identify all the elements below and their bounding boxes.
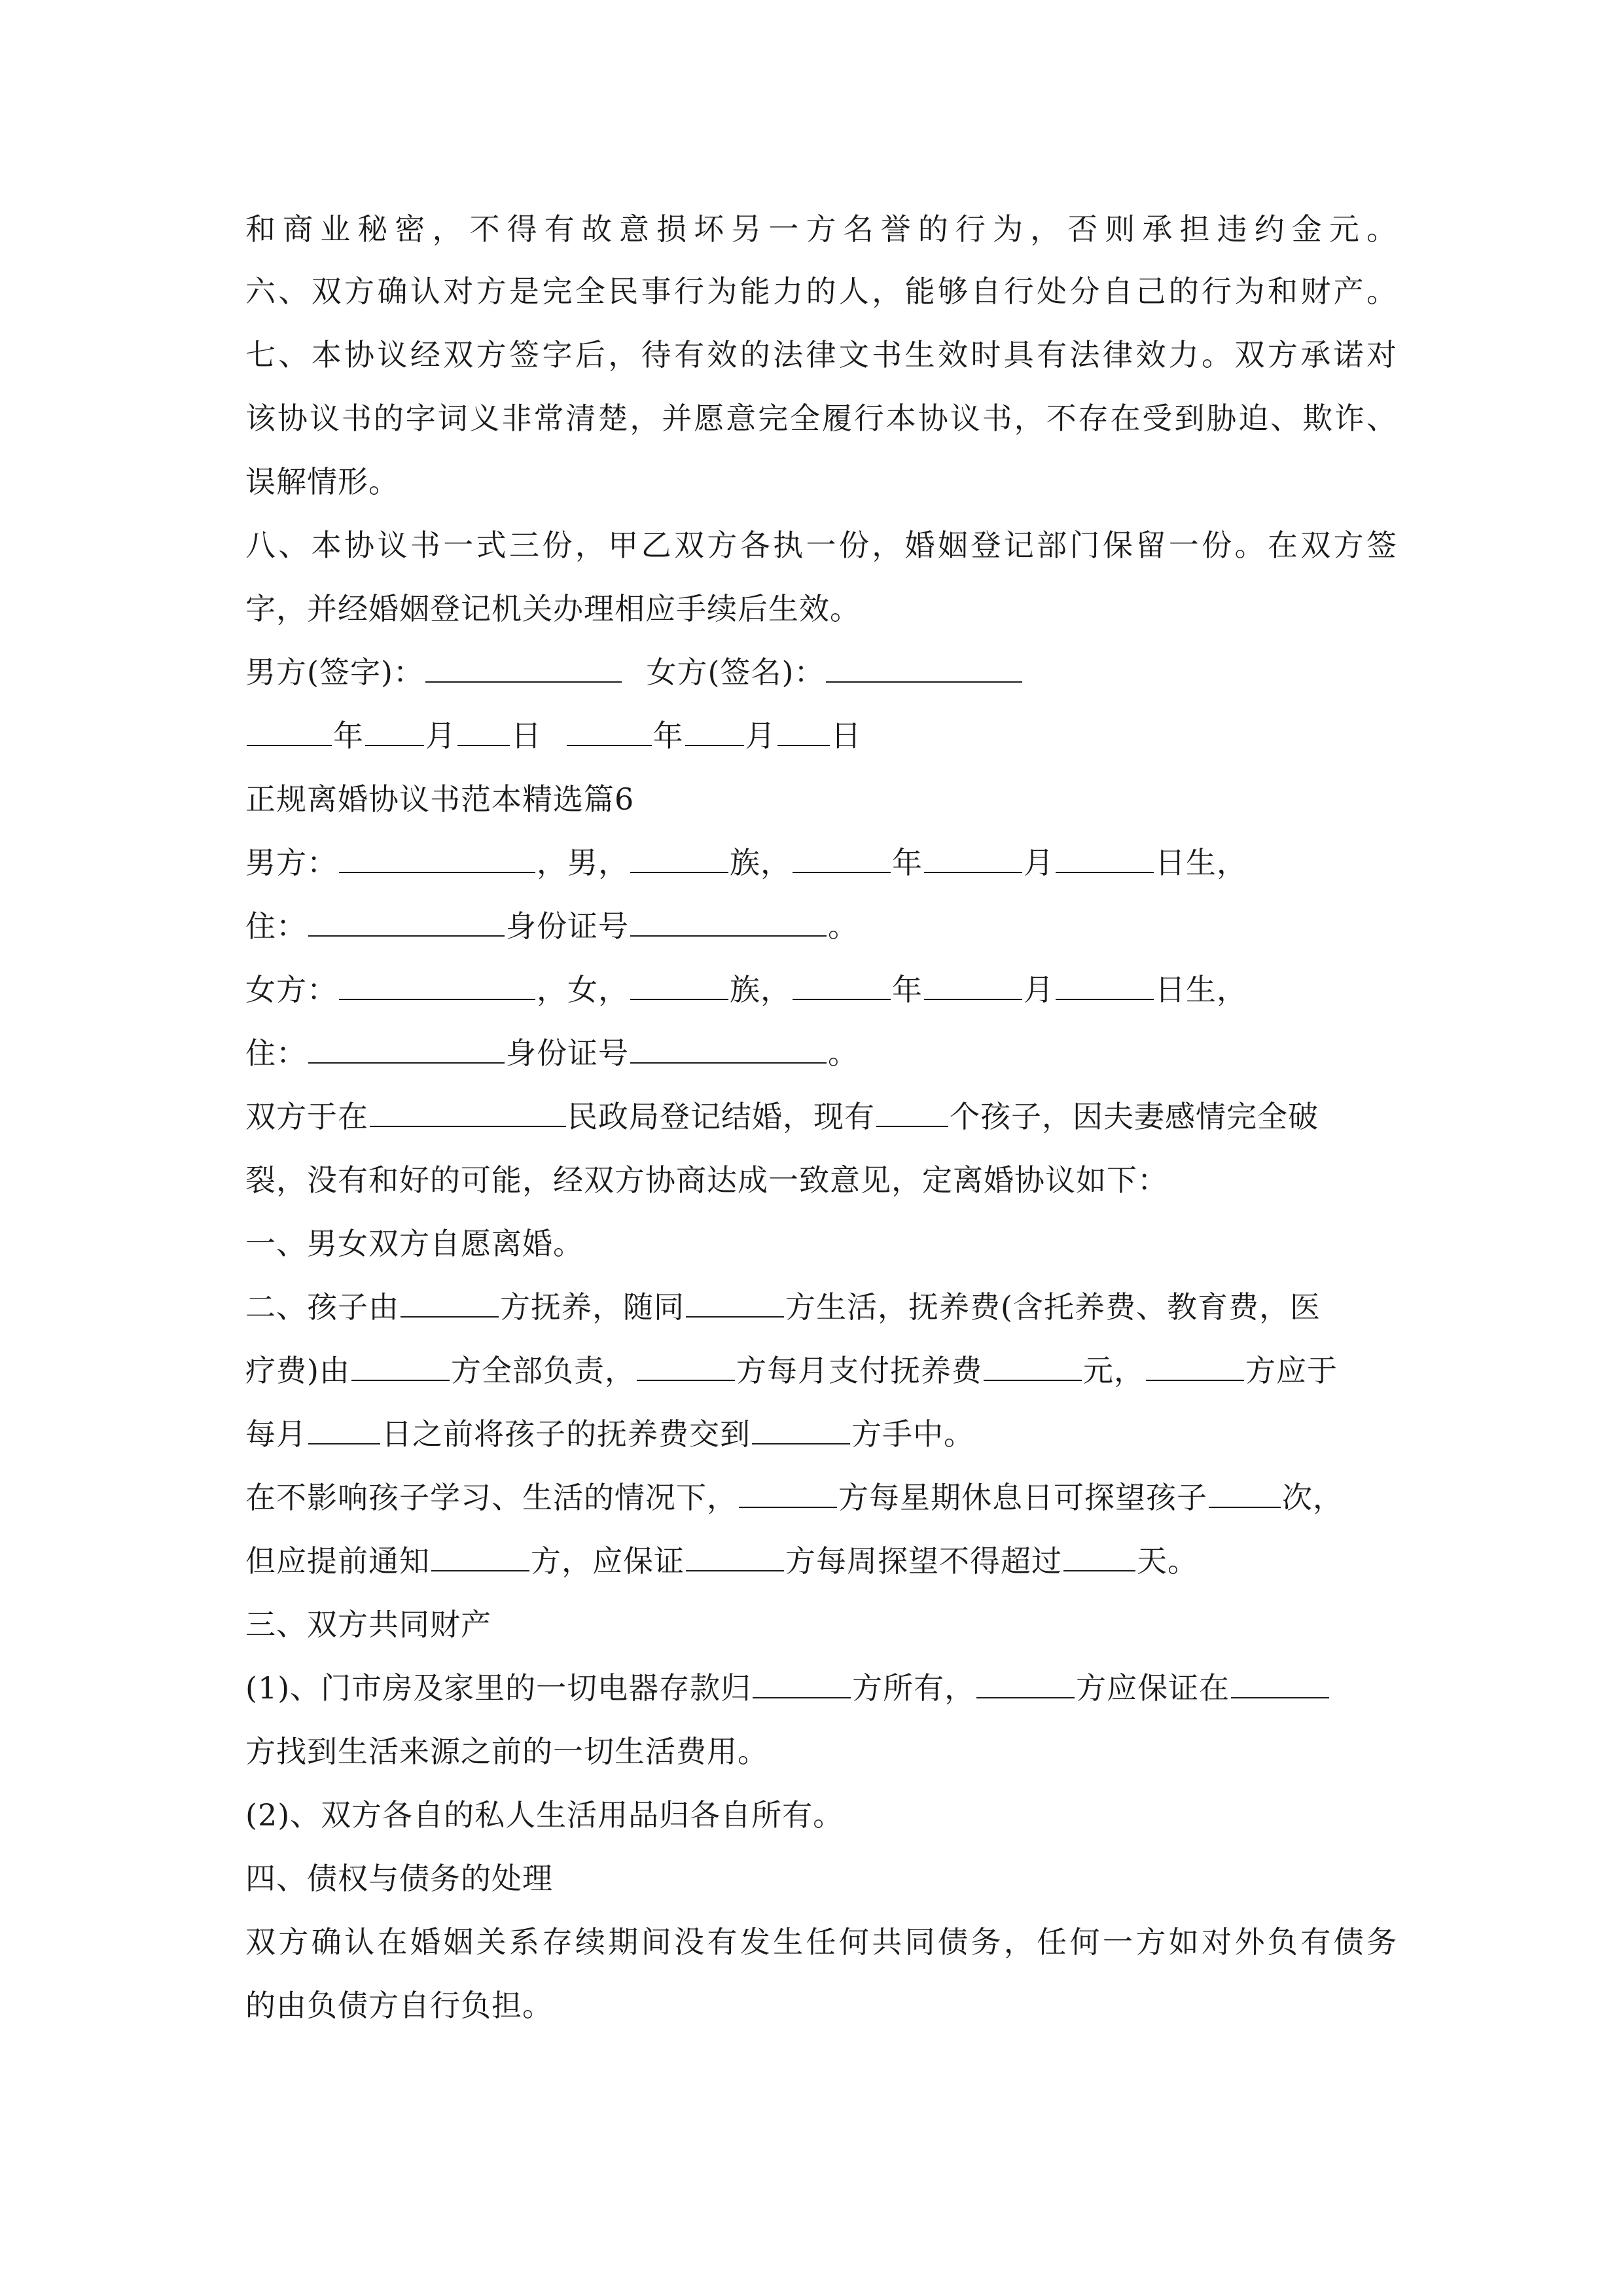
payer-party-blank[interactable]: [637, 1351, 735, 1381]
period: 。: [828, 908, 859, 944]
text-span: 方，应保证: [531, 1543, 685, 1579]
amount-blank[interactable]: [984, 1351, 1082, 1381]
year-label: 年: [892, 972, 923, 1007]
male-name-blank[interactable]: [339, 843, 535, 873]
address-blank[interactable]: [308, 906, 505, 937]
text-span: 在不影响孩子学习、生活的情况下，: [245, 1480, 738, 1515]
clause-six: 六、双方确认对方是完全民事行为能力的人，能够自行处分自己的行为和财产。: [245, 274, 1397, 309]
birth-year-blank[interactable]: [793, 970, 891, 1000]
female-name-blank[interactable]: [339, 970, 535, 1000]
address-label: 住：: [245, 1035, 307, 1071]
property-one-line2: 方找到生活来源之前的一切生活费用。: [245, 1734, 768, 1769]
date-month-blank[interactable]: [365, 716, 424, 746]
signature-date-line: [245, 716, 1397, 755]
date-month-blank[interactable]: [685, 716, 744, 746]
recipient-party-blank[interactable]: [752, 1414, 850, 1444]
male-signature-blank[interactable]: [425, 653, 622, 683]
id-label: 身份证号: [506, 908, 629, 944]
birth-month-blank[interactable]: [924, 843, 1022, 873]
section-title: 正规离婚协议书范本精选篇6: [245, 781, 635, 817]
birth-year-blank[interactable]: [793, 843, 891, 873]
clause-seven-line2: 该协议书的字词义非常清楚，并愿意完全履行本协议书，不存在受到胁迫、欺诈、: [245, 401, 1397, 436]
text-span: 方应于: [1245, 1353, 1338, 1388]
item-two-line2: [245, 1351, 1397, 1390]
notify-party-blank[interactable]: [431, 1541, 529, 1571]
ethnic-blank[interactable]: [630, 843, 728, 873]
text-span: 方所有，: [852, 1670, 976, 1706]
female-party-line: [245, 970, 1397, 1009]
clause-eight-line2: 字，并经婚姻登记机关办理相应手续后生效。: [245, 591, 861, 626]
registry-blank[interactable]: [370, 1097, 566, 1127]
text-span: 方每星期休息日可探望孩子: [838, 1480, 1207, 1515]
male-signature-label: 男方(签字)：: [245, 655, 424, 690]
property-one-line1: [245, 1668, 1397, 1708]
male-label: 男方：: [245, 845, 338, 880]
day-label: 日: [511, 718, 542, 753]
owner-party-blank[interactable]: [753, 1668, 851, 1698]
text-span: 方手中。: [851, 1416, 974, 1452]
item-four: 四、债权与债务的处理: [245, 1861, 553, 1896]
text-span: 二、孩子由: [245, 1289, 399, 1325]
paragraph-line: 和商业秘密，不得有故意损坏另一方名誉的行为，否则承担违约金元。: [245, 211, 1397, 247]
date-day-blank[interactable]: [457, 716, 510, 746]
children-count-blank[interactable]: [876, 1097, 948, 1127]
month-label: 月: [1024, 845, 1054, 880]
female-address-line: [245, 1033, 1397, 1073]
max-days-blank[interactable]: [1063, 1541, 1135, 1571]
date-year-blank[interactable]: [247, 716, 332, 746]
female-gender: ，女，: [537, 972, 629, 1007]
month-label: 月: [745, 718, 776, 753]
year-label: 年: [333, 718, 364, 753]
id-label: 身份证号: [506, 1035, 629, 1071]
text-span: 方每月支付抚养费: [736, 1353, 982, 1388]
text-span: 方抚养，随同: [500, 1289, 685, 1325]
text-span: 每月: [245, 1416, 307, 1452]
text-span: 方应保证在: [1076, 1670, 1230, 1706]
text-span: 但应提前通知: [245, 1543, 430, 1579]
text-span: 方生活，抚养费(含托养费、教育费，医: [785, 1289, 1321, 1325]
clause-seven-line1: 七、本协议经双方签字后，待有效的法律文书生效时具有法律效力。双方承诺对: [245, 337, 1397, 372]
visitor-party-blank[interactable]: [686, 1541, 784, 1571]
item-one: 一、男女双方自愿离婚。: [245, 1226, 584, 1261]
address-blank[interactable]: [308, 1033, 505, 1064]
address-label: 住：: [245, 908, 307, 944]
text-span: 方每周探望不得超过: [785, 1543, 1062, 1579]
id-number-blank[interactable]: [630, 1033, 827, 1064]
item-two-line1: [245, 1287, 1397, 1327]
custody-party-blank[interactable]: [401, 1287, 499, 1318]
month-label: 月: [425, 718, 456, 753]
birth-month-blank[interactable]: [924, 970, 1022, 1000]
visit-line1: [245, 1478, 1397, 1517]
text-span: 双方于在: [245, 1099, 368, 1134]
male-gender: ，男，: [537, 845, 629, 880]
payer-party-blank[interactable]: [1146, 1351, 1244, 1381]
date-year-blank[interactable]: [567, 716, 652, 746]
visit-line2: [245, 1541, 1397, 1581]
ethnic-label: 族，: [730, 845, 791, 880]
birth-day-blank[interactable]: [1056, 843, 1154, 873]
male-party-line: [245, 843, 1397, 882]
text-span: 日之前将孩子的抚养费交到: [382, 1416, 751, 1452]
born-label: 日生，: [1155, 845, 1247, 880]
year-label: 年: [892, 845, 923, 880]
text-span: 方全部负责，: [450, 1353, 635, 1388]
intro-line1: [245, 1097, 1397, 1136]
text-span: 民政局登记结婚，现有: [567, 1099, 875, 1134]
male-address-line: [245, 906, 1397, 946]
born-label: 日生，: [1155, 972, 1247, 1007]
visit-count-blank[interactable]: [1209, 1478, 1281, 1508]
living-party-blank[interactable]: [686, 1287, 784, 1318]
item-two-line3: [245, 1414, 1397, 1454]
signature-line: [245, 653, 1397, 692]
clause-seven-line3: 误解情形。: [245, 464, 399, 499]
ethnic-label: 族，: [730, 972, 791, 1007]
text-span: 次，: [1282, 1480, 1344, 1515]
clause-eight-line1: 八、本协议书一式三份，甲乙双方各执一份，婚姻登记部门保留一份。在双方签: [245, 528, 1397, 563]
expense-party-blank[interactable]: [351, 1351, 450, 1381]
due-day-blank[interactable]: [308, 1414, 380, 1444]
female-signature-blank[interactable]: [826, 653, 1022, 683]
debt-line2: 的由负债方自行负担。: [245, 1988, 553, 2023]
text-span: (1)、门市房及家里的一切电器存款归: [245, 1670, 752, 1706]
date-day-blank[interactable]: [777, 716, 830, 746]
female-label: 女方：: [245, 972, 338, 1007]
visitor-party-blank[interactable]: [739, 1478, 837, 1508]
intro-line2: 裂，没有和好的可能，经双方协商达成一致意见，定离婚协议如下：: [245, 1162, 1168, 1198]
year-label: 年: [652, 718, 684, 753]
debt-line1: 双方确认在婚姻关系存续期间没有发生任何共同债务，任何一方如对外负有债务: [245, 1924, 1397, 1960]
period: 。: [828, 1035, 859, 1071]
beneficiary-party-blank[interactable]: [1231, 1668, 1329, 1698]
birth-day-blank[interactable]: [1056, 970, 1154, 1000]
id-number-blank[interactable]: [630, 906, 827, 937]
month-label: 月: [1024, 972, 1054, 1007]
ethnic-blank[interactable]: [630, 970, 728, 1000]
text-span: 元，: [1082, 1353, 1145, 1388]
guarantor-party-blank[interactable]: [976, 1668, 1075, 1698]
day-label: 日: [830, 718, 862, 753]
female-signature-label: 女方(签名)：: [646, 655, 825, 690]
item-three: 三、双方共同财产: [245, 1607, 491, 1642]
text-span: 个孩子，因夫妻感情完全破: [950, 1099, 1319, 1134]
text-span: 疗费)由: [245, 1353, 350, 1388]
text-span: 天。: [1137, 1543, 1198, 1579]
property-two: (2)、双方各自的私人生活用品归各自所有。: [245, 1797, 844, 1833]
